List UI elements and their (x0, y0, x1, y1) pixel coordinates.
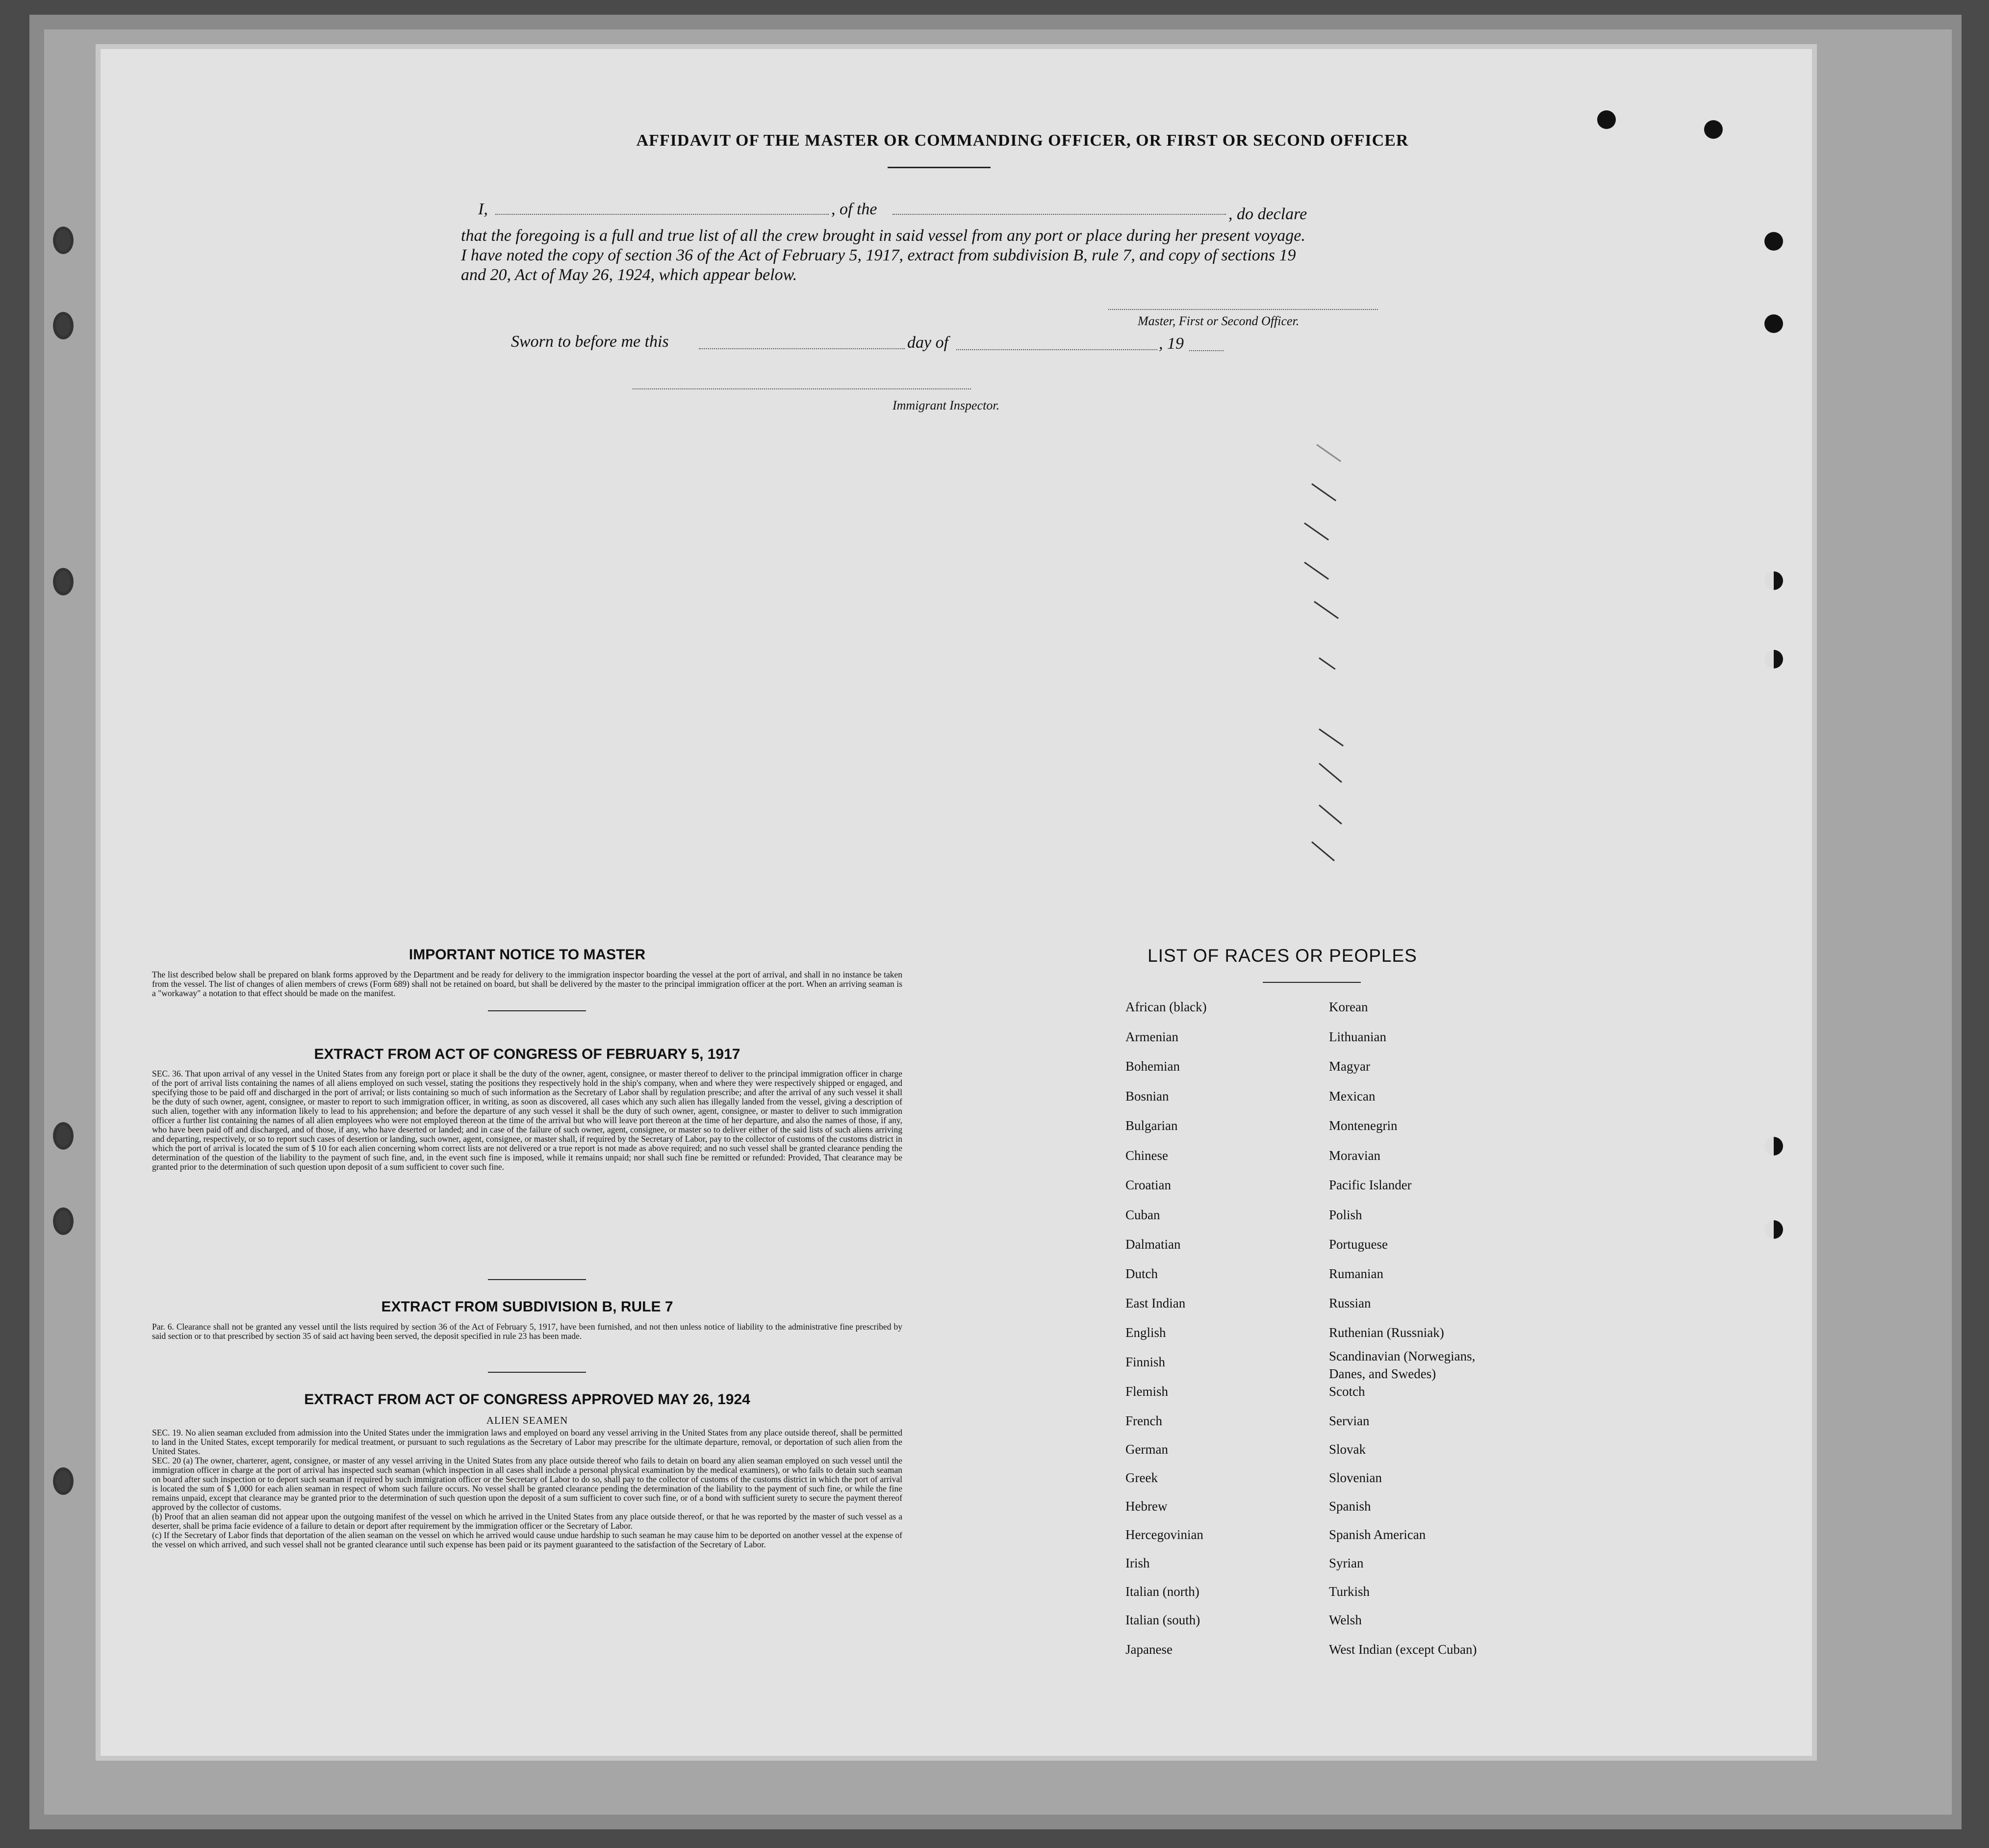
rule-7-body: Par. 6. Clearance shall not be granted any vessel until the lists required by section 36 of the Act of February 5, 1917, have been furnished, and not then unless notice of liability to the administrative fine prescribed by said section or to that prescribed by section 35 of said act having been served, the deposit specified in rule 23 has been made. (152, 1322, 902, 1341)
punch-hole (1704, 120, 1723, 139)
race-item: Slovenian (1329, 1470, 1382, 1485)
race-item: Irish (1125, 1556, 1150, 1570)
sworn-year-field[interactable] (1189, 350, 1224, 351)
declaration-line-4: and 20, Act of May 26, 1924, which appear below. (461, 266, 797, 284)
race-item: East Indian (1125, 1296, 1186, 1310)
affidavit-page (101, 49, 1812, 1756)
race-item: Dalmatian (1125, 1237, 1181, 1252)
act-1924-subtitle: ALIEN SEAMEN (486, 1414, 568, 1426)
officer-signature-label: Master, First or Second Officer. (1138, 314, 1300, 328)
vessel-field[interactable] (892, 214, 1226, 215)
race-item: Magyar (1329, 1059, 1370, 1074)
race-item: Korean (1329, 1000, 1368, 1014)
sec-20b-paragraph: (b) Proof that an alien seaman did not appear upon the outgoing manifest of the vessel on which he arrived in the United States from any place outside thereof, or that he was reported by the master of such vessel as a deserter, shall be prima facie evidence of a failure to detain or deport after requirement by the immigration officer or the Secretary of Labor. (152, 1512, 902, 1531)
pencil-mark (1311, 483, 1336, 501)
binder-hole (53, 1467, 74, 1495)
declaration-line-2: that the foregoing is a full and true list of all the crew brought in said vessel from any port or place during her present voyage. (461, 227, 1305, 245)
race-item: French (1125, 1413, 1162, 1428)
binder-hole (53, 1122, 74, 1150)
race-item: Italian (north) (1125, 1584, 1199, 1599)
race-item: Armenian (1125, 1029, 1178, 1044)
pencil-mark (1311, 841, 1335, 861)
do-declare-label: , do declare (1228, 205, 1307, 223)
race-item: Montenegrin (1329, 1118, 1398, 1133)
punch-hole (1764, 1137, 1783, 1155)
act-1924-title: EXTRACT FROM ACT OF CONGRESS APPROVED MAY 26, 1924 (304, 1391, 750, 1408)
races-title: LIST OF RACES OR PEOPLES (1148, 946, 1417, 966)
pencil-mark (1319, 763, 1342, 783)
binder-hole (53, 1207, 74, 1235)
sec-19-paragraph: SEC. 19. No alien seaman excluded from admission into the United States under the immigration laws and employed on board any vessel arriving in the United States from any place outside thereof, shall be permitted to land in the United States, except temporarily for medical treatment, or pursuant to such regulations as the Secretary of Labor may prescribe for the ultimate departure, removal, or deportation of such alien from the United States. (152, 1428, 902, 1456)
punch-hole (1764, 314, 1783, 333)
race-item: Cuban (1125, 1207, 1160, 1222)
race-item: Slovak (1329, 1442, 1366, 1457)
race-item: Chinese (1125, 1148, 1168, 1163)
race-item: Hercegovinian (1125, 1527, 1203, 1542)
race-item: West Indian (except Cuban) (1329, 1642, 1477, 1657)
affidavit-title: AFFIDAVIT OF THE MASTER OR COMMANDING OFFICER, OR FIRST OR SECOND OFFICER (636, 131, 1409, 150)
sworn-label: Sworn to before me this (511, 333, 669, 351)
race-item: Dutch (1125, 1266, 1158, 1281)
race-item: Moravian (1329, 1148, 1380, 1163)
punch-hole (1764, 232, 1783, 251)
officer-signature-field[interactable] (1108, 309, 1378, 310)
sec-20c-paragraph: (c) If the Secretary of Labor finds that deportation of the alien seaman on the vessel on which he arrived would cause undue hardship to such seaman he may cause him to be deported on another vessel at the expense of the vessel on which arrived, and such vessel shall not be granted clearance until such expense has been paid or its payment guaranteed to the satisfaction of the Secretary of Labor. (152, 1530, 902, 1549)
race-item: Spanish (1329, 1499, 1371, 1514)
sworn-month-field[interactable] (956, 349, 1157, 350)
race-item: German (1125, 1442, 1168, 1457)
rule-7-title: EXTRACT FROM SUBDIVISION B, RULE 7 (381, 1299, 673, 1315)
race-item: African (black) (1125, 1000, 1207, 1014)
race-item: Polish (1329, 1207, 1362, 1222)
section-divider (488, 1372, 586, 1373)
notice-body: The list described below shall be prepared on blank forms approved by the Department and be ready for delivery to the immigration inspector boarding the vessel at the port of arrival, and shall in no instance be taken from the vessel. The list of changes of alien members of crews (Form 689) shall not be retained on board, but shall be delivered by the master to the principal immigration officer at the port. When an arriving seaman is a "workaway" a notation to that effect should be made on the manifest. (152, 970, 902, 998)
race-item: Turkish (1329, 1584, 1370, 1599)
race-item: Ruthenian (Russniak) (1329, 1325, 1444, 1340)
race-item: Japanese (1125, 1642, 1173, 1657)
section-divider (488, 1010, 586, 1011)
act-1917-body: SEC. 36. That upon arrival of any vessel in the United States from any foreign port or place it shall be the duty of the owner, agent, consignee, or master thereof to deliver to the principal immigration officer in charge of the port of arrival lists containing the names of all aliens employed on such vessel, stating the positions they respectively hold in the ship's company, when and where they were respectively shipped or engaged, and specifying those to be paid off and discharged in the port of arrival; or lists containing so much of such information as the Secretary of Labor shall by regulation prescribe; and after the arrival of any such vessel it shall be the duty of such owner, agent, consignee, or master to report to such immigration officer, in writing, as soon as discovered, all cases which any such alien has illegally landed from the vessel, giving a description of such alien, together with any information likely to lead to his apprehension; and before the departure of any such vessel it shall be the duty of such owner, agent, consignee, or master to deliver to such immigration officer a further list containing the names of all alien employees who were not employed thereon at the time of the arrival but who will leave port thereon at the time of her departure, and also the names of those, if any, who have been paid off and discharged, and of those, if any, who have deserted or landed; and in case of the failure of such owner, agent, consignee, or master so to deliver either of the said lists of such aliens arriving and departing, respectively, or so to report such cases of desertion or landing, such owner, agent, consignee, or master shall, if required by the Secretary of Labor, pay to the collector of customs of the customs district in which the port of arrival is located the sum of $ 10 for each alien concerning whom correct lists are not delivered or a true report is not made as above required; and no such vessel shall be granted clearance pending the determination of the question of the liability to the payment of such fine, and, in the event such fine is imposed, while it remains unpaid; nor shall such fine be remitted or refunded: Provided, That clearance may be granted prior to the determination of such question upon deposit of a sum sufficient to cover such fine. (152, 1069, 902, 1172)
race-item: Finnish (1125, 1355, 1166, 1369)
race-item: Italian (south) (1125, 1613, 1200, 1627)
race-item: English (1125, 1325, 1166, 1340)
punch-hole (1764, 1220, 1783, 1239)
section-divider (488, 1279, 586, 1280)
race-item: Bohemian (1125, 1059, 1180, 1074)
inspector-signature-field[interactable] (633, 388, 971, 389)
pencil-mark (1319, 728, 1344, 746)
pencil-mark (1314, 601, 1339, 619)
act-1917-title: EXTRACT FROM ACT OF CONGRESS OF FEBRUARY 5, 1917 (314, 1046, 740, 1062)
sworn-day-field[interactable] (699, 348, 905, 349)
act-1924-body (152, 1428, 902, 1549)
race-item: Flemish (1125, 1384, 1169, 1399)
race-item: Hebrew (1125, 1499, 1168, 1514)
binder-hole (53, 568, 74, 595)
scandinavian-continuation: Danes, and Swedes) (1329, 1366, 1436, 1381)
race-item: Bosnian (1125, 1089, 1169, 1104)
declaration-line-3: I have noted the copy of section 36 of the Act of February 5, 1917, extract from subdivision B, rule 7, and copy of sections 19 (461, 246, 1296, 264)
pencil-mark (1304, 522, 1329, 540)
race-item: Lithuanian (1329, 1029, 1386, 1044)
race-item: Croatian (1125, 1178, 1171, 1192)
pencil-mark (1304, 562, 1329, 580)
race-item: Mexican (1329, 1089, 1376, 1104)
punch-hole (1597, 110, 1616, 129)
day-of-label: day of (907, 334, 949, 352)
race-item: Servian (1329, 1413, 1370, 1428)
race-item: Scandinavian (Norwegians, (1329, 1349, 1476, 1363)
race-item: Bulgarian (1125, 1118, 1178, 1133)
of-the-label: , of the (831, 200, 877, 218)
races-underline (1263, 982, 1361, 983)
race-item: Russian (1329, 1296, 1371, 1310)
punch-hole (1764, 650, 1783, 668)
declarant-prefix: I, (478, 200, 488, 218)
race-item: Spanish American (1329, 1527, 1426, 1542)
race-item: Welsh (1329, 1613, 1362, 1627)
pencil-mark (1319, 657, 1335, 669)
declarant-name-field[interactable] (495, 214, 829, 215)
punch-hole (1764, 571, 1783, 590)
notice-title: IMPORTANT NOTICE TO MASTER (408, 947, 646, 963)
race-item: Pacific Islander (1329, 1178, 1412, 1192)
race-item: Syrian (1329, 1556, 1364, 1570)
inspector-signature-label: Immigrant Inspector. (892, 398, 1000, 412)
title-underline (888, 167, 991, 168)
binder-hole (53, 227, 74, 254)
binder-hole (53, 312, 74, 339)
pencil-mark (1319, 804, 1342, 824)
race-item: Scotch (1329, 1384, 1365, 1399)
pencil-mark (1316, 444, 1341, 462)
race-item: Greek (1125, 1470, 1158, 1485)
race-item: Portuguese (1329, 1237, 1388, 1252)
year-label: , 19 (1159, 334, 1184, 353)
sec-20a-paragraph: SEC. 20 (a) The owner, charterer, agent, consignee, or master of any vessel arriving in the United States from any place outside thereof who fails to detain on board any alien seaman employed on such vessel until the immigration officer in charge at the port of arrival has inspected such seaman (which inspection in all cases shall include a personal physical examination by the medical examiners), or who fails to detain such seaman on board after such inspection or to deport such seaman if required by such immigration officer or the Secretary of Labor to do so, shall pay to the collector of customs of the customs district in which the port of arrival is located the sum of $ 1,000 for each alien seaman in respect of whom such failure occurs. No vessel shall be granted clearance pending the determination of the liability to the payment of such fine, or while the fine remains unpaid, except that clearance may be granted prior to the determination of such question upon the deposit of a sum sufficient to cover such fine, or of a bond with sufficient surety to secure the payment thereof approved by the collector of customs. (152, 1456, 902, 1512)
race-item: Rumanian (1329, 1266, 1383, 1281)
